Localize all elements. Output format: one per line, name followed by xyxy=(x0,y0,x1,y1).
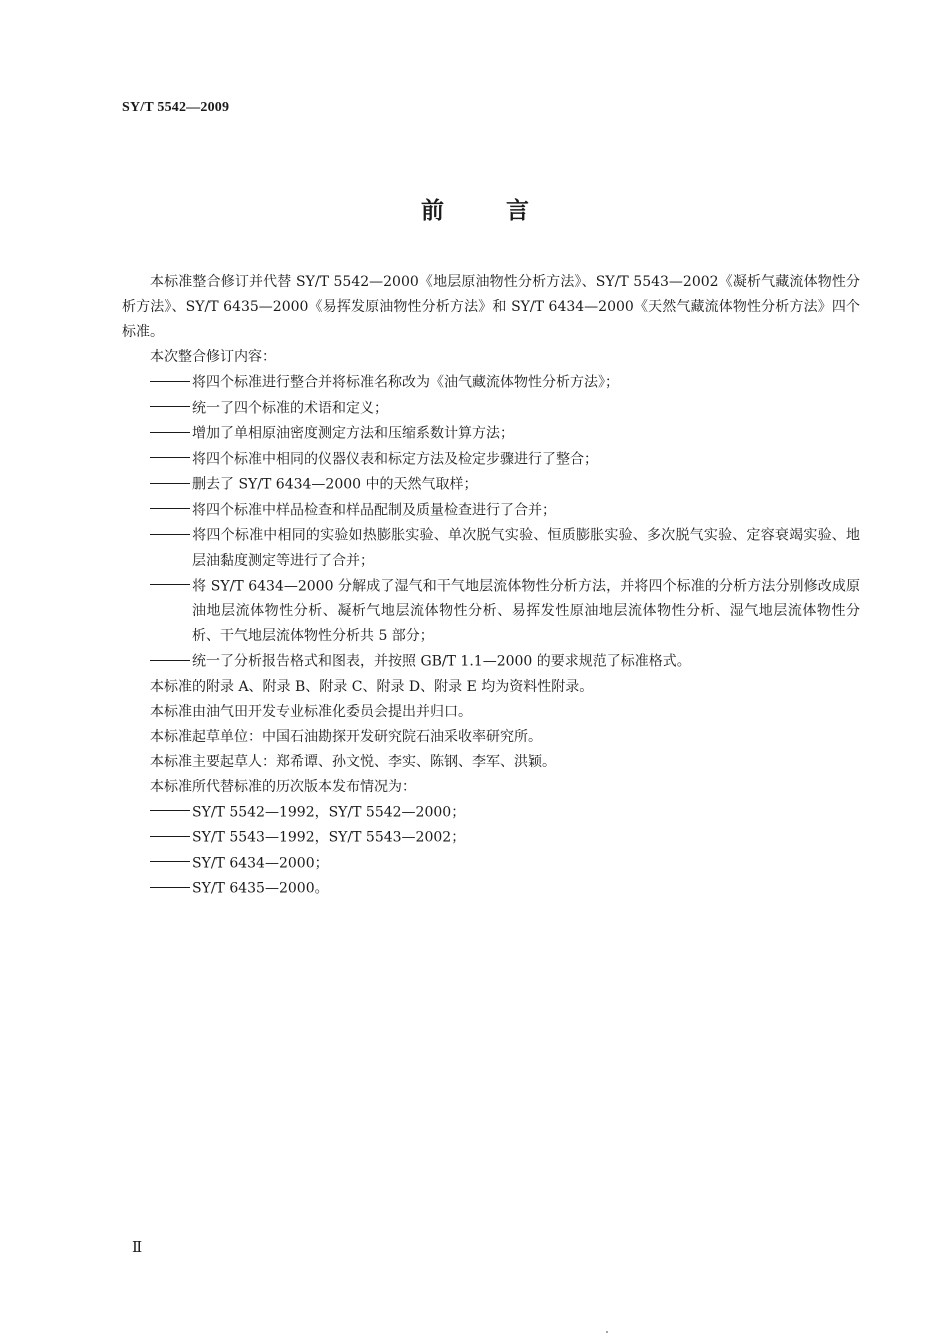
revision-item-text: 增加了单相原油密度测定方法和压缩系数计算方法； xyxy=(192,425,514,442)
intro-paragraph: 本标准整合修订并代替 SY/T 5542—2000《地层原油物性分析方法》、SY/T 5543—2002《凝析气藏流体物性分析方法》、SY/T 6435—2000《易挥发原油物性分析方法》和 SY/T 6434—2000《天然气藏流体物性分析方法》四个标准。 xyxy=(122,274,860,340)
dash-mark xyxy=(150,498,192,523)
revision-item-text: 统一了四个标准的术语和定义； xyxy=(192,400,388,416)
revision-item xyxy=(122,649,860,675)
proposer-note: 本标准由油气田开发专业标准化委员会提出并归口。 xyxy=(150,703,472,720)
revision-item xyxy=(122,421,860,447)
drafting-unit: 本标准起草单位：中国石油勘探开发研究院石油采收率研究所。 xyxy=(150,728,542,745)
revision-item xyxy=(122,472,860,498)
page-number: Ⅱ xyxy=(132,1240,143,1256)
dash-mark xyxy=(150,472,192,497)
history-item-text: SY/T 6434—2000； xyxy=(192,855,329,871)
revision-item-text: 将四个标准中样品检查和样品配制及质量检查进行了合并； xyxy=(192,502,556,518)
revision-item-text: 将四个标准进行整合并将标准名称改为《油气藏流体物性分析方法》； xyxy=(192,374,619,391)
drafters: 本标准主要起草人：郑希谭、孙文悦、李实、陈钢、李军、洪颖。 xyxy=(150,753,556,770)
revision-item-text: 统一了分析报告格式和图表，并按照 GB/T 1.1—2000 的要求规范了标准格式。 xyxy=(192,653,691,670)
dash-mark xyxy=(150,825,192,850)
revision-item-text: 将 SY/T 6434—2000 分解成了湿气和干气地层流体物性分析方法，并将四个标准的分析方法分别修改成原油地层流体物性分析、凝析气地层流体物性分析、易挥发性原油地层流体物性分析、湿气地层流体物性分析、干气地层流体物性分析共 5 部分； xyxy=(192,578,860,644)
dash-mark xyxy=(150,447,192,472)
history-item-text: SY/T 6435—2000。 xyxy=(192,880,329,897)
dash-mark xyxy=(150,876,192,901)
dash-mark xyxy=(150,523,192,548)
page-title: 前言 xyxy=(421,198,591,224)
dash-mark xyxy=(150,851,192,876)
history-item-text: SY/T 5542—1992，SY/T 5542—2000； xyxy=(192,804,466,820)
standard-code: SY/T 5542—2009 xyxy=(122,100,230,115)
dash-mark xyxy=(150,421,192,446)
revision-item xyxy=(122,498,860,524)
revision-heading: 本次整合修订内容： xyxy=(150,349,276,365)
dash-mark xyxy=(150,800,192,825)
revision-item-text: 将四个标准中相同的实验如热膨胀实验、单次脱气实验、恒质膨胀实验、多次脱气实验、定容衰竭实验、地层油黏度测定等进行了合并； xyxy=(192,527,860,569)
dash-mark xyxy=(150,574,192,599)
scan-artifact xyxy=(606,1331,608,1333)
revision-item xyxy=(122,447,860,473)
history-heading: 本标准所代替标准的历次版本发布情况为： xyxy=(150,778,416,795)
revision-item xyxy=(122,370,860,396)
dash-mark xyxy=(150,649,192,674)
appendix-note: 本标准的附录 A、附录 B、附录 C、附录 D、附录 E 均为资料性附录。 xyxy=(150,678,594,695)
revision-item xyxy=(122,574,860,650)
revision-item-text: 删去了 SY/T 6434—2000 中的天然气取样； xyxy=(192,476,478,493)
history-item-text: SY/T 5543—1992，SY/T 5543—2002； xyxy=(192,829,466,846)
foreword-body xyxy=(122,270,860,902)
history-item xyxy=(122,876,860,902)
history-item xyxy=(122,825,860,851)
dash-mark xyxy=(150,396,192,421)
history-item xyxy=(122,851,860,877)
revision-item xyxy=(122,396,860,422)
history-item xyxy=(122,800,860,826)
dash-mark xyxy=(150,370,192,395)
revision-item-text: 将四个标准中相同的仪器仪表和标定方法及检定步骤进行了整合； xyxy=(192,451,598,467)
revision-item xyxy=(122,523,860,574)
